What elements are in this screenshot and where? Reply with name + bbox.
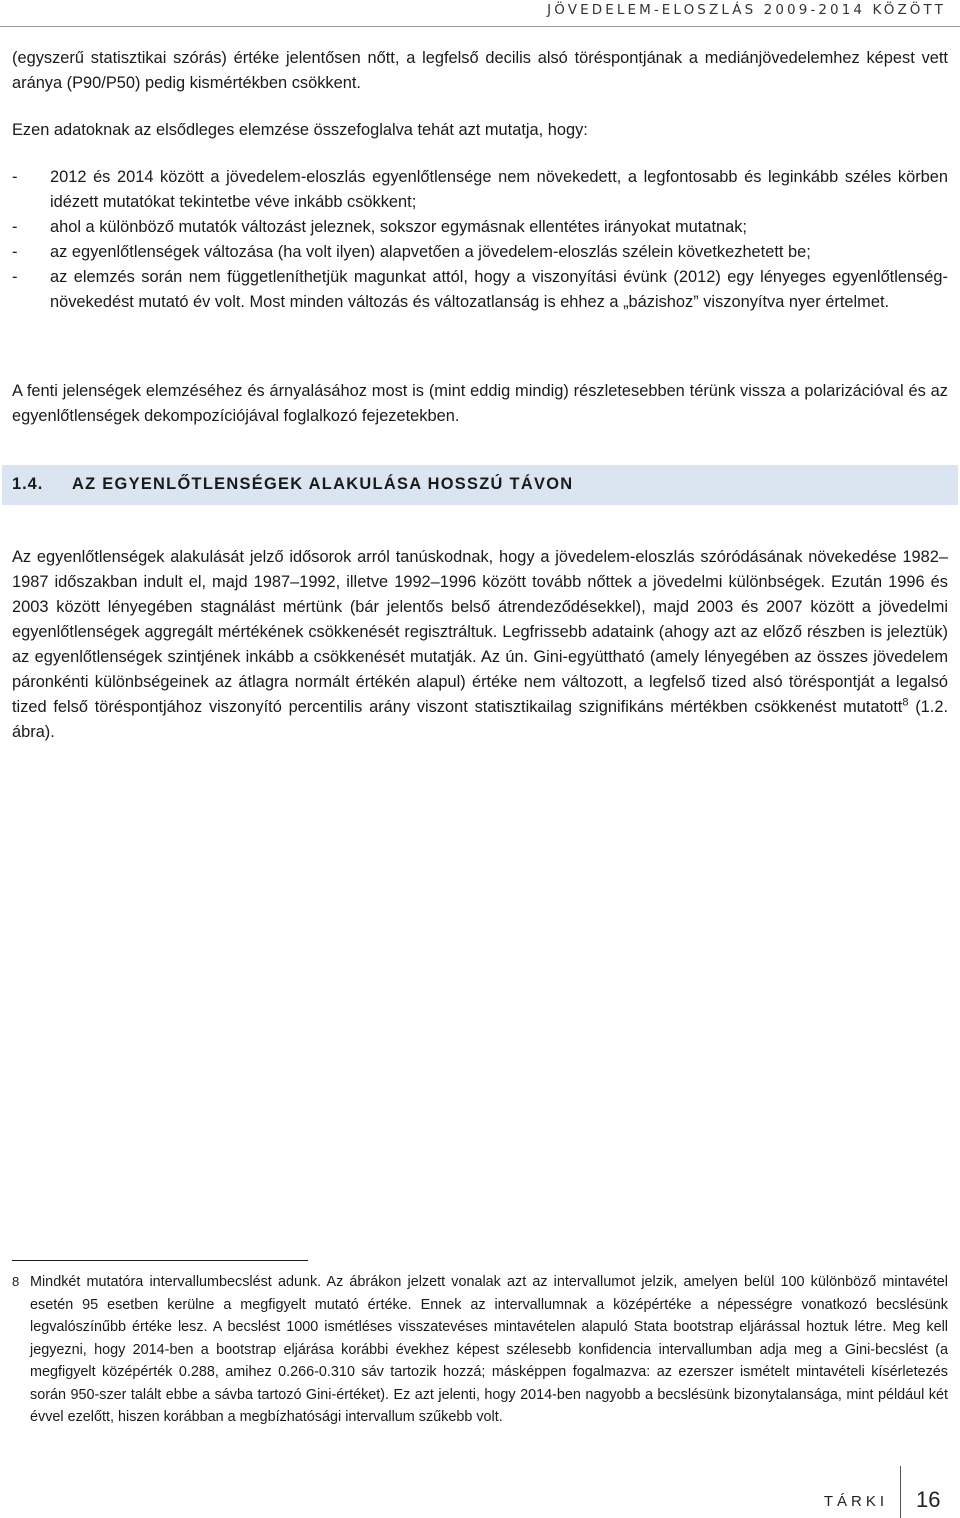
- paragraph-analysis-note: A fenti jelenségek elemzéséhez és árnyalásához most is (mint eddig mindig) részletesebben térünk vissza a polarizációval és az egyenlőtlenségek dekompozíciójával foglalkozó fejezetekben.: [12, 382, 948, 425]
- footnote: [12, 1271, 948, 1429]
- footnote-text: Mindkét mutatóra intervallumbecslést adunk. Az ábrákon jelzett vonalak azt az intervallumot jelzik, amelyen belül 100 különböző mintavétel esetén 95 esetben kerülne a megfigyelt mutató értéke. Ennek az intervallumnak a középértéke a népességre vonatkozó becslésünk legvalószínűbb értéke lesz. A becslést 1000 ismétléses visszatevéses mintavételen alapuló Stata bootstrap eljárással hoztuk létre. Meg kell jegyezni, hogy 2014-ben a bootstrap eljárása korábbi évekhez képest szélesebb konfidencia intervallumban adja meg a Gini-becslést (a megfigyelt középérték 0.288, amihez 0.266-0.310 sáv tartozik hozzá; másképpen fogalmazva: az ezerszer ismételt mintavételi kísérletezés során 950-szer talált ebbe a sávba tartozó Gini-értéket). Ez azt jelenti, hogy 2014-ben nagyobb a becslésünk bizonytalansága, mint például két évvel ezelőtt, hiszen korábban a megbízhatósági intervallum szűkebb volt.: [30, 1274, 948, 1425]
- footnote-number: 8: [12, 1274, 20, 1289]
- header-rule: [0, 26, 960, 27]
- paragraph-summary-lead: Ezen adatoknak az elsődleges elemzése összefoglalva tehát azt mutatja, hogy:: [12, 121, 588, 139]
- bullet-dash: -: [12, 168, 18, 186]
- list-item: - 2012 és 2014 között a jövedelem-eloszlás egyenlőtlensége nem növekedett, a legfontosabb és leginkább széles körben idézett mutatókat tekintetbe véve inkább csökkent;: [12, 165, 948, 215]
- list-item: - az egyenlőtlenségek változása (ha volt ilyen) alapvetően a jövedelem-eloszlás szélein következhetett be;: [12, 240, 948, 265]
- paragraph-long-term: Az egyenlőtlenségek alakulását jelző idősorok arról tanúskodnak, hogy a jövedelem-eloszlás szóródásának növekedése 1982–1987 időszakban indult el, majd 1987–1992, illetve 1992–1996 között tovább nőttek a jövedelmi különbségek. Ezután 1996 és 2003 között lényegében stagnálást mértünk (bár jelentős belső átrendeződésekkel), majd 2003 és 2007 között a jövedelmi egyenlőtlenségek aggregált mértékének csökkenését regisztráltuk. Legfrissebb adataink (ahogy azt az előző részben is jeleztük) az egyenlőtlenségek szintjének inkább a csökkenését mutatják. Az ún. Gini-együttható (amely lényegében az összes jövedelem páronkénti különbségeinek az átlagra normált értékén alapul) értéke nem változott, a legfelső tized alsó töréspontját a legalsó tized felső töréspontjához viszonyító percentilis arány viszont statisztikailag szignifikáns mértékben csökkenést mutatott$^8$ (1.2. ábra).: [12, 548, 948, 741]
- page-number: 16: [916, 1487, 941, 1512]
- list-item: - az elemzés során nem függetleníthetjük magunkat attól, hogy a viszonyítási évünk (2012) egy lényeges egyenlőtlenség-növekedést mutató év volt. Most minden változás és változatlanság is ehhez a „bázishoz” viszonyítva nyer értelmet.: [12, 265, 948, 315]
- bullet-dash: -: [12, 268, 18, 286]
- paragraph-intro: (egyszerű statisztikai szórás) értéke jelentősen nőtt, a legfelső decilis alsó töréspontjának a mediánjövedelemhez képest vett aránya (P90/P50) pedig kismértékben csökkent.: [12, 49, 948, 92]
- footnote-separator: [12, 1260, 308, 1261]
- list-item: - ahol a különböző mutatók változást jeleznek, sokszor egymásnak ellentétes irányokat mutatnak;: [12, 215, 948, 240]
- bullet-dash: -: [12, 243, 18, 261]
- footnote-reference[interactable]: 8: [902, 696, 909, 709]
- section-title: AZ EGYENLŐTLENSÉGEK ALAKULÁSA HOSSZÚ TÁVON: [72, 475, 574, 493]
- running-header: JÖVEDELEM-ELOSZLÁS 2009-2014 KÖZÖTT: [547, 2, 946, 18]
- bullet-dash: -: [12, 218, 18, 236]
- summary-bullet-list: [12, 165, 948, 315]
- section-number: 1.4.: [12, 475, 44, 493]
- footer-publisher: TÁRKI: [823, 1493, 888, 1510]
- footer-divider: [900, 1466, 901, 1518]
